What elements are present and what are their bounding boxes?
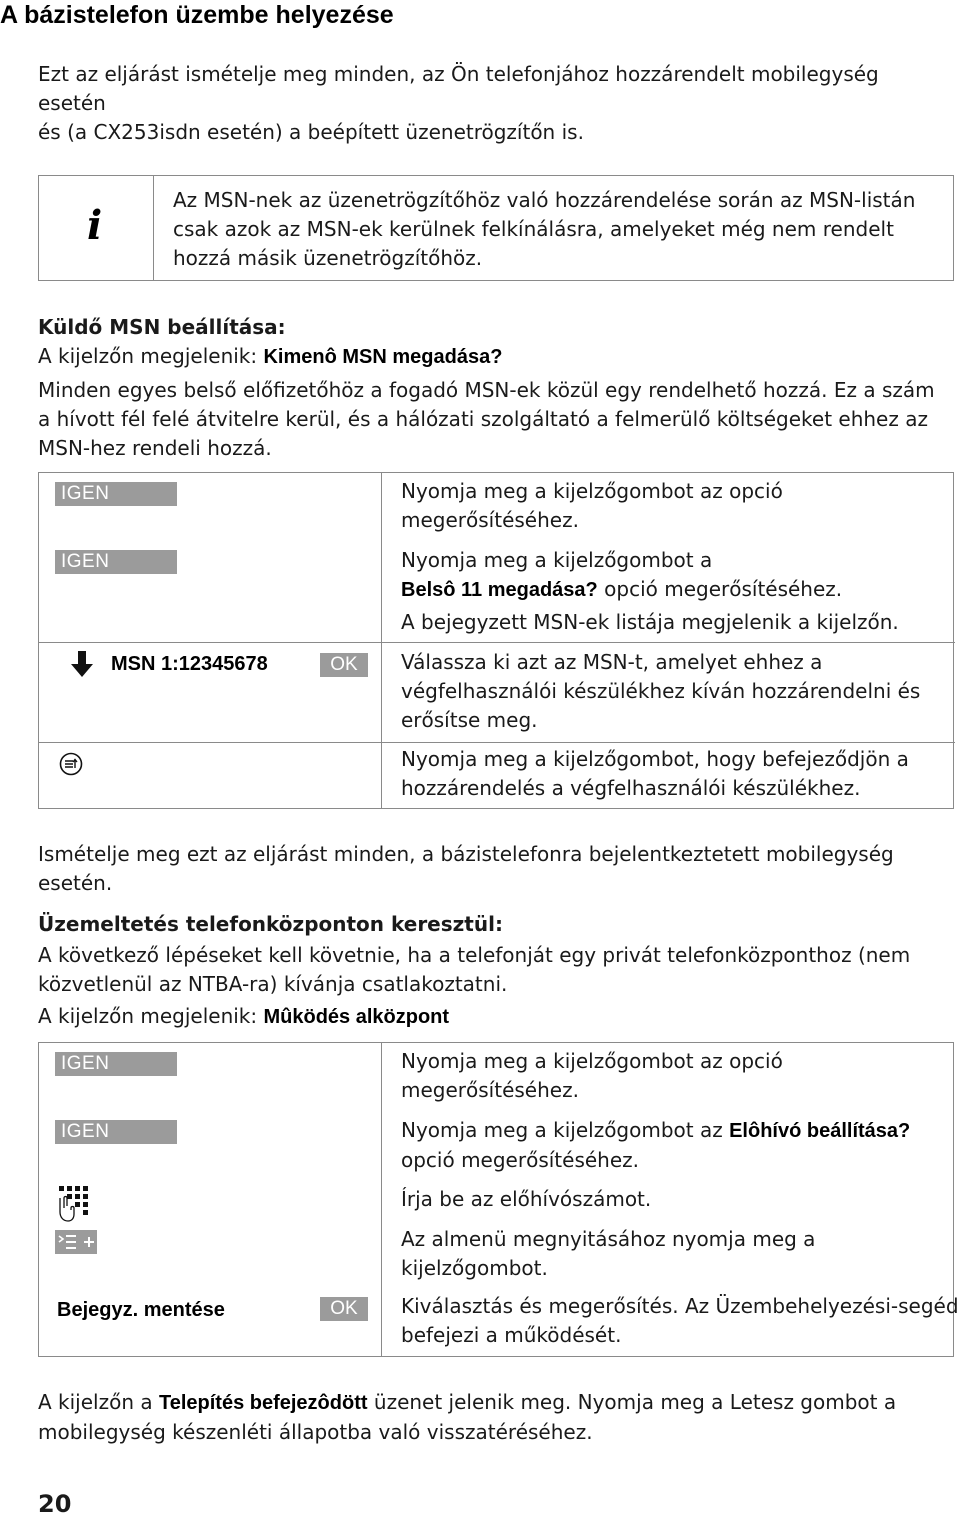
final-display-text: Telepítés befejezôdött bbox=[158, 1392, 368, 1414]
arrow-down-icon[interactable] bbox=[71, 651, 93, 681]
step-desc: Kiválasztás és megerősítés. Az Üzembehelyezési-segéd befejezi a működését. bbox=[401, 1294, 959, 1347]
display-prefix: A kijelzőn megjelenik: bbox=[38, 1004, 264, 1028]
section2-para: A következő lépéseket kell követnie, ha a telefonját egy privát telefonközponthoz (nem közvetlenül az NTBA-ra) kívánja csatlakoztatni. bbox=[38, 943, 911, 996]
info-box bbox=[38, 175, 954, 281]
save-entry-option: Bejegyz. mentése bbox=[57, 1299, 225, 1321]
ok-key[interactable]: OK bbox=[320, 1297, 368, 1321]
step-desc: Az almenü megnyitásához nyomja meg a kijelzőgombot. bbox=[401, 1227, 816, 1280]
igen-key[interactable]: IGEN bbox=[55, 1052, 177, 1076]
steps-table-1 bbox=[38, 472, 954, 809]
intro-line2: esetén bbox=[38, 91, 106, 115]
display-text: Mûködés alközpont bbox=[263, 1006, 450, 1028]
intro-line1: Ezt az eljárást ismételje meg minden, az Ön telefonjához hozzárendelt mobilegység bbox=[38, 62, 879, 86]
section1-heading: Küldő MSN beállítása: bbox=[38, 315, 286, 339]
keypad-icon[interactable] bbox=[57, 1184, 91, 1228]
info-divider bbox=[153, 176, 154, 280]
display-prefix: A kijelzőn megjelenik: bbox=[38, 344, 264, 368]
repeat-text: Ismételje meg ezt az eljárást minden, a bázistelefonra bejelentkeztetett mobilegység esetén. bbox=[38, 842, 894, 895]
intro-text bbox=[38, 60, 938, 147]
display-text: Kimenô MSN megadása? bbox=[263, 346, 503, 368]
section2-heading: Üzemeltetés telefonközponton keresztül: bbox=[38, 912, 503, 936]
step-desc: Írja be az előhívószámot. bbox=[401, 1187, 652, 1211]
step-desc: Nyomja meg a kijelzőgombot a Belsô 11 megadása? opció megerősítéséhez. A bejegyzett MSN-ek listája megjelenik a kijelzőn. bbox=[401, 548, 899, 634]
section2-display-line bbox=[38, 1002, 938, 1032]
steps-table-2 bbox=[38, 1042, 959, 1357]
menu-icon[interactable] bbox=[55, 1230, 97, 1258]
final-text: A kijelzőn a Telepítés befejezôdött üzenet jelenik meg. Nyomja meg a Letesz gombot a mobilegység készenléti állapotba való visszatéréséhez. bbox=[38, 1390, 897, 1444]
msn-option: MSN 1:12345678 bbox=[111, 653, 268, 675]
section1-display-line bbox=[38, 342, 938, 372]
page-heading: A bázistelefon üzembe helyezése bbox=[0, 1, 394, 29]
step-desc: Nyomja meg a kijelzőgombot, hogy befejeződjön a hozzárendelés a végfelhasználói készülékhez. bbox=[401, 747, 909, 800]
step-desc: Válassza ki azt az MSN-t, amelyet ehhez a végfelhasználói készülékhez kíván hozzárendelni és erősítse meg. bbox=[401, 650, 921, 732]
ok-key[interactable]: OK bbox=[320, 653, 368, 677]
info-text: Az MSN-nek az üzenetrögzítőhöz való hozzárendelése során az MSN-listán csak azok az MSN-ek kerülnek felkínálásra, amelyeket még nem rendelt hozzá másik üzenetrögzítőhöz. bbox=[173, 188, 916, 270]
intro-line3: és (a CX253isdn esetén) a beépített üzenetrögzítőn is. bbox=[38, 120, 584, 144]
step-desc: Nyomja meg a kijelzőgombot az opció megerősítéséhez. bbox=[401, 1049, 783, 1102]
igen-key[interactable]: IGEN bbox=[55, 482, 177, 506]
igen-key[interactable]: IGEN bbox=[55, 550, 177, 574]
info-icon: i bbox=[87, 202, 103, 249]
section1-para: Minden egyes belső előfizetőhöz a fogadó MSN-ek közül egy rendelhető hozzá. Ez a szám a hívott fél felé átvitelre kerül, és a hálózati szolgáltató a felmerülő költségeket ehhez az MSN-hez rendeli hozzá. bbox=[38, 378, 935, 460]
end-call-icon[interactable] bbox=[59, 752, 83, 780]
page-number: 20 bbox=[38, 1490, 72, 1518]
igen-key[interactable]: IGEN bbox=[55, 1120, 177, 1144]
step-desc: Nyomja meg a kijelzőgombot az Elôhívó beállítása? opció megerősítéséhez. bbox=[401, 1118, 911, 1172]
step-desc: Nyomja meg a kijelzőgombot az opció megerősítéséhez. bbox=[401, 479, 783, 532]
